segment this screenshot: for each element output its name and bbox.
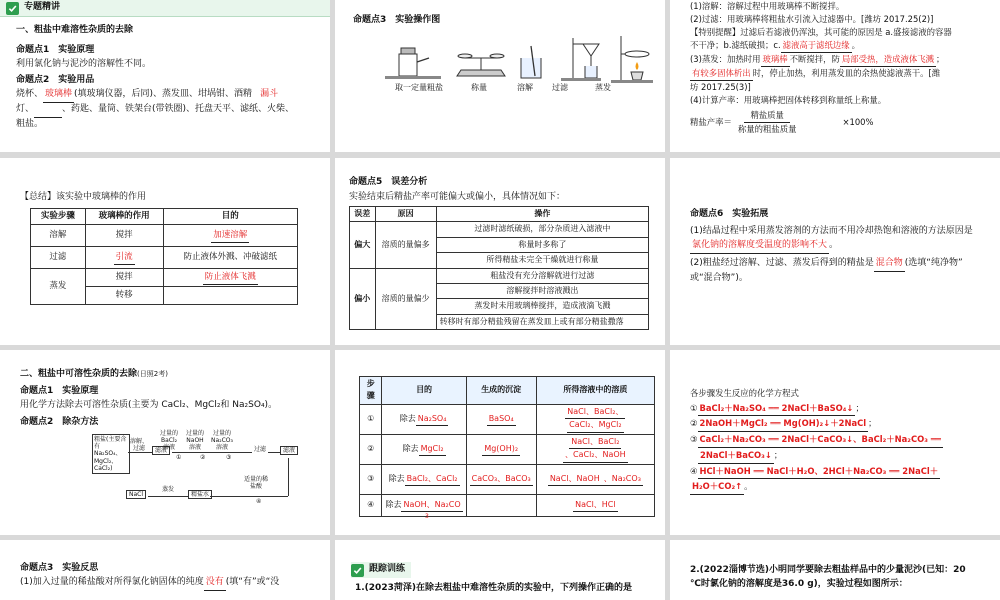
table-row: 转移时有部分精盐残留在蒸发皿上或有部分精盐撒落 [350, 314, 649, 329]
error-table [349, 206, 649, 330]
question-1: 1.(2023菏泽)在除去粗盐中难溶性杂质的实验中，下列操作正确的是 [355, 583, 632, 593]
step-dissolve: (1)溶解：溶解过程中用玻璃棒不断搅拌。 [690, 1, 845, 11]
step-evaporate: 坊 2017.25(3)] [690, 82, 751, 93]
equation-4b: H₂O＋CO₂↑ 。 [690, 479, 990, 495]
impurity-table [359, 376, 655, 517]
col-header: 目的 [163, 209, 298, 225]
point-title: 命题点2 除杂方法 [20, 416, 99, 427]
flowchart: 粗盐(主要含有 Na₂SO₄、 MgCl₂、 CaCl₂) 溶解、过滤 滤液 过量的BaCl₂溶液 过量的NaOH溶液 过量的Na₂CO₃溶液 ① ② ③ 过滤 滤液 适量的稀盐酸 ④ 精盐水 蒸发 NaCl [92, 432, 302, 520]
slide-experiment-extension[interactable] [670, 158, 1000, 345]
lab-operations-illustration [385, 32, 655, 84]
caption: 取一定量粗盐 [395, 83, 443, 92]
point-text: 用化学方法除去可溶性杂质(主要为 CaCl₂、MgCl₂和 Na₂SO₄)。 [20, 399, 278, 410]
col-header: 目的 [382, 377, 466, 405]
point-title: 命题点1 实验原理 [20, 385, 99, 396]
slide-practice[interactable] [335, 540, 665, 600]
extension-q2: (2)粗盐经过溶解、过滤、蒸发后得到的精盐是 混合物 (选填“纯净物” [690, 257, 990, 272]
table-row: 转移 [31, 287, 298, 305]
reflection-q1: (1)加入过量的稀盐酸对所得氯化钠固体的纯度 没有 (填“有”或“没 [20, 576, 320, 591]
equation-3: ③ CaCl₂＋Na₂CO₃ ══ 2NaCl＋CaCO₃↓、BaCl₂＋Na₂CO₃ ══ [690, 432, 990, 448]
answer-mixture: 混合物 [874, 257, 905, 272]
step-evaporate: 有较多固体析出 时，停止加热，利用蒸发皿的余热使滤液蒸干。[潍 [690, 67, 990, 81]
point-title: 命题点2 实验用品 [16, 74, 95, 85]
caption: 溶解 [517, 83, 533, 92]
slide-crude-salt-intro[interactable] [0, 0, 330, 152]
footnote: 3 [425, 513, 429, 520]
col-header: 步骤 [360, 377, 382, 405]
point-title: 命题点1 实验原理 [16, 44, 95, 55]
summary-title: 【总结】该实验中玻璃棒的作用 [20, 192, 147, 202]
question-2: 2.(2022淄博节选)小明同学要除去粗盐样品中的少量泥沙(已知：20 [690, 565, 966, 575]
table-row: 溶解搅拌时溶液溅出 [350, 283, 649, 298]
point-text: 利用氯化钠与泥沙的溶解性不同。 [16, 58, 152, 69]
slide-reflection[interactable] [0, 540, 330, 600]
table-row: 偏小 溶质的量偏少 粗盐没有充分溶解就进行过滤 [350, 268, 649, 283]
topic-tag-bar [0, 0, 330, 17]
extension-q2: 或“混合物”)。 [690, 272, 748, 283]
equipment-line: 粗盐。 [16, 118, 44, 129]
col-header: 误差 [350, 207, 376, 222]
slide-operation-diagram[interactable] [335, 0, 665, 152]
table-row: 偏大 溶质的量偏多 过滤时滤纸破损，部分杂质进入滤液中 [350, 222, 649, 237]
step-filter: (2)过滤：用玻璃棒将粗盐水引流入过滤器中。[潍坊 2017.25(2)] [690, 14, 934, 25]
caption: 过滤 [552, 83, 568, 92]
col-header: 玻璃棒的作用 [85, 209, 163, 225]
table-row: ① 除去 Na₂SO₄ BaSO₄ NaCl、BaCl₂、CaCl₂、MgCl₂ [360, 404, 655, 434]
table-row: ④ 除去 NaOH、Na₂CO NaCl、HCl [360, 494, 655, 516]
answer-filter-edge: 滤液高于滤纸边缘 [781, 39, 852, 53]
table-row: 过滤 引流 防止液体外溅、冲破滤纸 [31, 247, 298, 269]
answer-solid: 有较多固体析出 [690, 67, 753, 81]
checkmark-icon [6, 2, 19, 15]
intro-text: 实验结束后精盐产率可能偏大或偏小，具体情况如下： [349, 192, 566, 202]
flow-start-box: 粗盐(主要含有 Na₂SO₄、 MgCl₂、 CaCl₂) [92, 434, 130, 474]
answer-rod: 玻璃棒 [761, 53, 790, 67]
col-header: 原因 [375, 207, 436, 222]
point-title: 命题点3 实验操作图 [353, 15, 441, 25]
answer-funnel: 漏斗 [260, 88, 279, 99]
table-row: 蒸发时未用玻璃棒搅拌，造成液滴飞溅 [350, 299, 649, 314]
col-header: 实验步骤 [31, 209, 86, 225]
answer-solubility: 氯化钠的溶解度受温度的影响不大 [690, 239, 829, 254]
equation-3b: 2NaCl＋BaCO₃↓ ； [690, 448, 990, 464]
section-heading: 一、粗盐中难溶性杂质的去除 [16, 25, 134, 35]
caption: 称量 [471, 83, 487, 92]
equations-title: 各步骤发生反应的化学方程式 [690, 388, 799, 398]
tip-line: 不干净；b.滤纸破损；c. 滤液高于滤纸边缘 。 [690, 39, 990, 53]
slide-operation-steps[interactable] [670, 0, 1000, 152]
slide-question-2[interactable] [670, 540, 1000, 600]
practice-tag-bar [351, 562, 411, 578]
equation-4: ④ HCl＋NaOH ══ NaCl＋H₂O、2HCl＋Na₂CO₃ ══ 2NaCl＋ [690, 464, 990, 480]
operation-captions [395, 82, 665, 94]
question-2: ℃时氯化钠的溶解度是36.0 g)，实验过程如图所示： [690, 578, 908, 589]
table-row: 蒸发 搅拌 防止液体飞溅 [31, 269, 298, 287]
checkmark-icon [351, 564, 364, 577]
col-header: 所得溶液中的溶质 [536, 377, 654, 405]
glass-rod-table [30, 208, 298, 305]
slide-error-analysis[interactable] [335, 158, 665, 345]
table-row: 所得精盐未完全干燥就进行称量 [350, 253, 649, 268]
equipment-line: 烧杯、 玻璃棒 (填玻璃仪器，后同)、蒸发皿、坩埚钳、酒精 漏斗 [16, 88, 314, 103]
slide-impurity-table[interactable] [335, 350, 665, 535]
practice-tag-label: 跟踪训练 [369, 564, 406, 575]
point-title: 命题点3 实验反思 [20, 563, 99, 573]
tip-line: 【特别提醒】过滤后若滤液仍浑浊，其可能的原因是 a.盛接滤液的容器 [690, 27, 952, 38]
step-evaporate: (3)蒸发：加热时用 玻璃棒 不断搅拌，防 局部受热，造成液体飞溅 ； [690, 53, 990, 67]
answer-glass-rod: 玻璃棒 [43, 88, 74, 103]
point-title: 命题点5 误差分析 [349, 177, 428, 187]
equation-1: ① BaCl₂＋Na₂SO₄ ══ 2NaCl＋BaSO₄↓ ； [690, 401, 990, 417]
slide-soluble-impurities[interactable] [0, 350, 330, 535]
table-row: 称量时多称了 [350, 237, 649, 252]
slide-glass-rod-summary[interactable] [0, 158, 330, 345]
answer-no-effect: 没有 [204, 576, 226, 591]
table-row: ③ 除去 BaCl₂、CaCl₂ CaCO₃、BaCO₃ NaCl、NaOH 、Na₂CO₃ [360, 464, 655, 494]
extension-q1: (1)结晶过程中采用蒸发溶剂的方法而不用冷却热饱和溶液的方法原因是 [690, 225, 973, 236]
table-row: 溶解 搅拌 加速溶解 [31, 225, 298, 247]
col-header: 操作 [436, 207, 648, 222]
topic-tag-label: 专题精讲 [24, 2, 61, 13]
equation-2: ② 2NaOH＋MgCl₂ ══ Mg(OH)₂↓＋2NaCl ； [690, 416, 990, 432]
answer-splash: 局部受热，造成液体飞溅 [840, 53, 936, 67]
section-heading: 二、粗盐中可溶性杂质的去除(日照2考) [20, 369, 168, 379]
equipment-line: 灯、 、药匙、量筒、铁架台(带铁圈)、托盘天平、滤纸、火柴、 [16, 103, 314, 118]
caption: 蒸发 [595, 83, 611, 92]
col-header: 生成的沉淀 [466, 377, 536, 405]
yield-formula: 精盐产率＝ 精盐质量 称量的粗盐质量 ×100% [690, 110, 874, 135]
slide-equations[interactable] [670, 350, 1000, 535]
extension-q1: 氯化钠的溶解度受温度的影响不大 。 [690, 239, 990, 254]
table-row: ② 除去 MgCl₂ Mg(OH)₂ NaCl、BaCl₂、CaCl₂、NaOH [360, 434, 655, 464]
point-title: 命题点6 实验拓展 [690, 209, 769, 219]
step-calc: (4)计算产率：用玻璃棒把固体转移到称量纸上称量。 [690, 95, 887, 106]
